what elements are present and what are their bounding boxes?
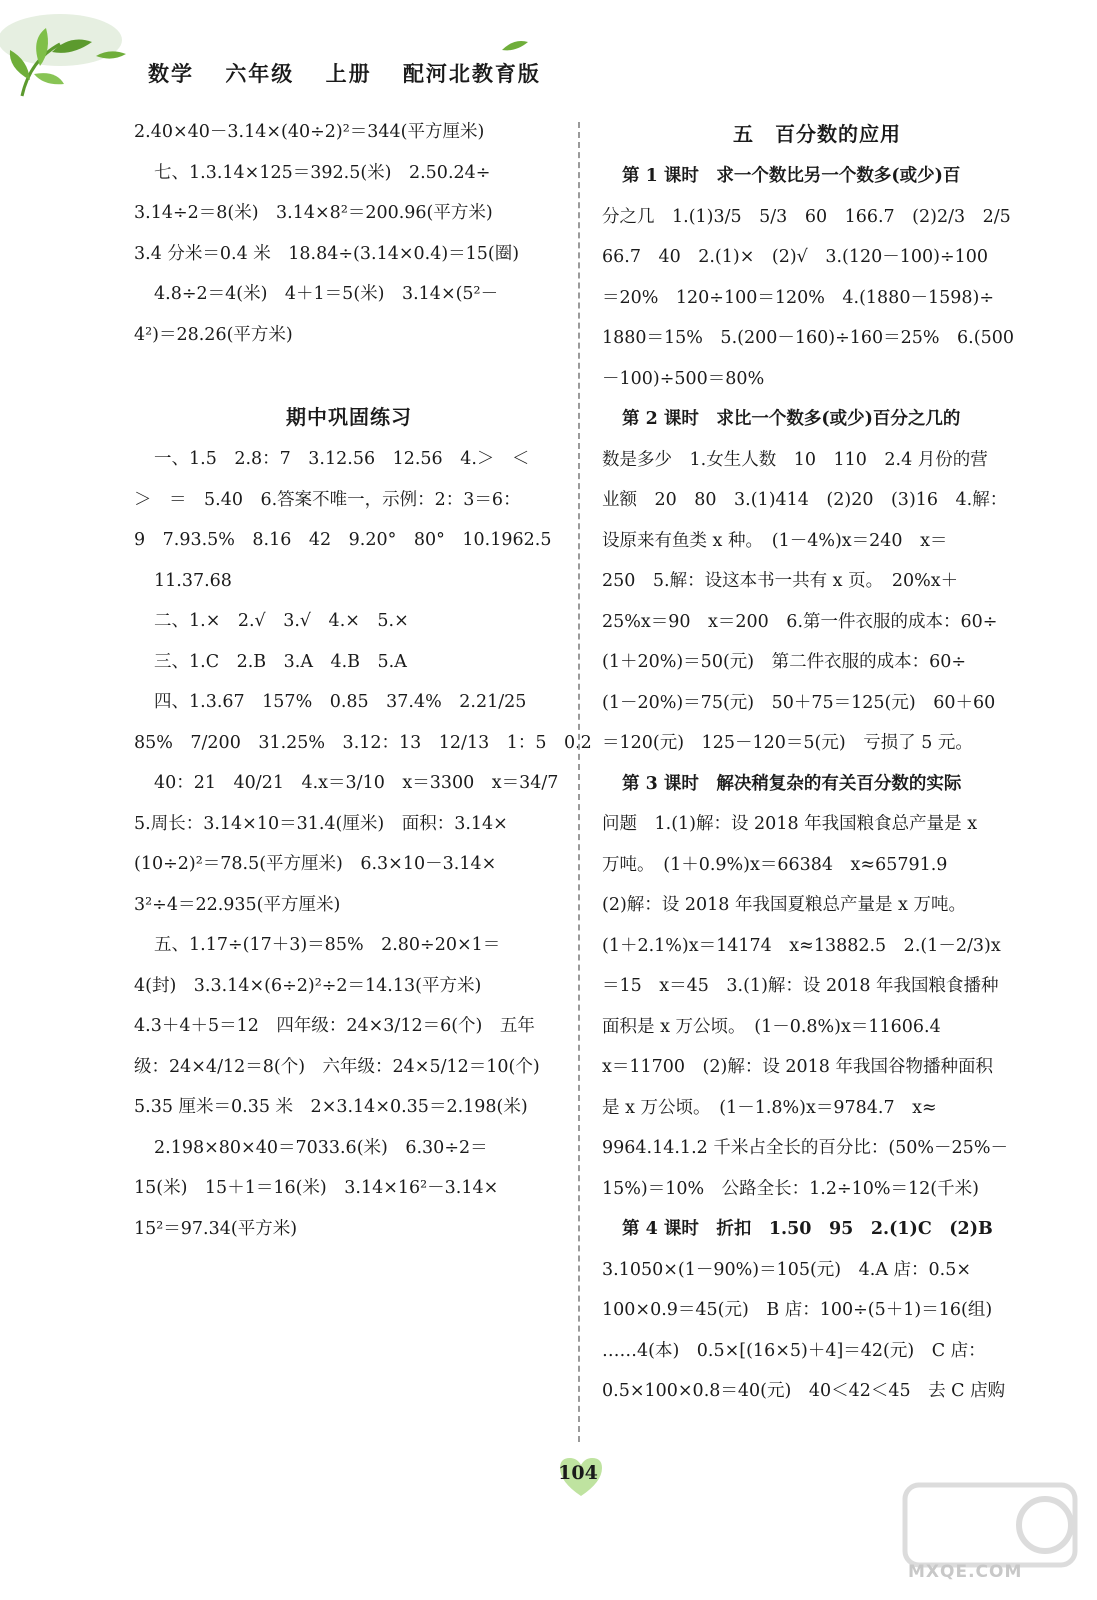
watermark-text: MXQE.COM	[908, 1562, 1023, 1582]
answer-line: 面积是 x 万公顷。 (1－0.8%)x＝11606.4	[602, 1016, 941, 1037]
answer-line: ＞ ＝ 5.40 6.答案不唯一，示例：2：3＝6：	[134, 489, 521, 510]
answer-line: 85% 7/200 31.25% 3.12：13 12/13 1：5 0.2	[134, 732, 592, 753]
answer-line: ＝20% 120÷100＝120% 4.(1880－1598)÷	[602, 287, 994, 308]
answer-line: ＝120(元) 125－120＝5(元) 亏损了 5 元。	[602, 733, 973, 753]
header-volume: 上册	[325, 61, 372, 86]
answer-line: 66.7 40 2.(1)× (2)√ 3.(120－100)÷100	[602, 247, 989, 267]
header-subject: 数学	[148, 61, 194, 86]
answer-line: (1＋20%)＝50(元) 第二件衣服的成本：60÷	[602, 652, 967, 672]
answer-line: 万吨。 (1＋0.9%)x＝66384 x≈65791.9	[602, 854, 948, 875]
answer-line: 3.14÷2＝8(米) 3.14×8²＝200.96(平方米)	[134, 203, 493, 223]
answer-line: 4(封) 3.3.14×(6÷2)²÷2＝14.13(平方米)	[134, 975, 482, 996]
answer-line: 4.3＋4＋5＝12 四年级：24×3/12＝6(个) 五年	[134, 1016, 535, 1036]
answer-line: (2)解：设 2018 年我国夏粮总产量是 x 万吨。	[602, 895, 966, 915]
answer-line: 25%x＝90 x＝200 6.第一件衣服的成本：60÷	[602, 611, 998, 632]
answer-line: (1＋2.1%)x＝14174 x≈13882.5 2.(1－2/3)x	[602, 935, 1001, 956]
answer-line: 业额 20 80 3.(1)414 (2)20 (3)16 4.解：	[602, 490, 1008, 510]
answer-line: 一、1.5 2.8：7 3.12.56 12.56 4.＞ ＜	[154, 449, 530, 469]
answer-line: 5.周长：3.14×10＝31.4(厘米) 面积：3.14×	[134, 813, 508, 834]
answer-line: 二、1.× 2.√ 3.√ 4.× 5.×	[154, 611, 409, 631]
answer-line: 2.40×40－3.14×(40÷2)²＝344(平方厘米)	[134, 122, 485, 142]
answer-line: (10÷2)²＝78.5(平方厘米) 6.3×10－3.14×	[134, 854, 497, 874]
section-title-unit: 五 百分数的应用	[733, 122, 901, 146]
small-leaf-icon	[500, 36, 530, 56]
lesson-heading: 第 1 课时 求一个数比另一个数多(或少)百	[622, 166, 961, 186]
answer-line: 设原来有鱼类 x 种。 (1－4%)x＝240 x＝	[602, 530, 948, 551]
answer-line: 3²÷4＝22.935(平方厘米)	[134, 894, 341, 915]
answer-line: 15²＝97.34(平方米)	[134, 1218, 298, 1239]
header-grade: 六年级	[225, 61, 295, 86]
answer-line: 4²)＝28.26(平方米)	[134, 324, 293, 345]
answer-line: (1－20%)＝75(元) 50＋75＝125(元) 60＋60	[602, 692, 996, 713]
column-divider	[578, 122, 580, 1442]
answer-line: 11.37.68	[154, 570, 232, 591]
answer-line: 40：21 40/21 4.x＝3/10 x＝3300 x＝34/7	[154, 773, 559, 793]
left-column	[134, 112, 592, 1249]
answer-line: 三、1.C 2.B 3.A 4.B 5.A	[154, 651, 407, 672]
header-edition: 配河北教育版	[402, 61, 541, 86]
answer-line: 4.8÷2＝4(米) 4＋1＝5(米) 3.14×(5²－	[154, 284, 499, 304]
answer-line: 3.1050×(1－90%)＝105(元) 4.A 店：0.5×	[602, 1259, 972, 1280]
answer-line: ＝15 x＝45 3.(1)解：设 2018 年我国粮食播种	[602, 976, 999, 996]
answer-line: 9 7.93.5% 8.16 42 9.20° 80° 10.1962.5	[134, 530, 552, 550]
lesson-heading: 第 4 课时 折扣 1.50 95 2.(1)C (2)B	[622, 1219, 993, 1239]
lesson-heading: 第 2 课时 求比一个数多(或少)百分之几的	[622, 409, 961, 429]
page-header	[0, 0, 560, 110]
answer-line: 是 x 万公顷。 (1－1.8%)x＝9784.7 x≈	[602, 1097, 937, 1118]
answer-line: 问题 1.(1)解：设 2018 年我国粮食总产量是 x	[602, 814, 978, 834]
answer-line: x＝11700 (2)解：设 2018 年我国谷物播种面积	[602, 1057, 993, 1077]
answer-line: 七、1.3.14×125＝392.5(米) 2.50.24÷	[154, 162, 491, 183]
section-title-midterm: 期中巩固练习	[286, 405, 412, 429]
answer-line: 9964.14.1.2 千米占全长的百分比：(50%－25%－	[602, 1138, 1008, 1158]
page-number: 104	[558, 1462, 598, 1484]
answer-line: ……4(本) 0.5×[(16×5)＋4]＝42(元) C 店：	[602, 1340, 986, 1361]
answer-line: 0.5×100×0.8＝40(元) 40＜42＜45 去 C 店购	[602, 1381, 1006, 1401]
answer-line: 四、1.3.67 157% 0.85 37.4% 2.21/25	[154, 692, 527, 712]
header-title	[148, 58, 563, 88]
leaf-decoration-icon	[0, 0, 140, 110]
right-column	[602, 112, 1032, 1412]
answer-line: 级：24×4/12＝8(个) 六年级：24×5/12＝10(个)	[134, 1056, 540, 1077]
lesson-heading: 第 3 课时 解决稍复杂的有关百分数的实际	[622, 773, 962, 794]
answer-line: 3.4 分米＝0.4 米 18.84÷(3.14×0.4)＝15(圈)	[134, 243, 520, 264]
answer-line: 5.35 厘米＝0.35 米 2×3.14×0.35＝2.198(米)	[134, 1097, 528, 1117]
answer-line: 1880＝15% 5.(200－160)÷160＝25% 6.(500	[602, 328, 1014, 348]
answer-line: 2.198×80×40＝7033.6(米) 6.30÷2＝	[154, 1137, 488, 1158]
answer-line: －100)÷500＝80%	[602, 368, 765, 389]
answer-line: 15%)＝10% 公路全长：1.2÷10%＝12(千米)	[602, 1178, 979, 1199]
answer-line: 数是多少 1.女生人数 10 110 2.4 月份的营	[602, 449, 988, 470]
answer-line: 100×0.9＝45(元) B 店：100÷(5＋1)＝16(组)	[602, 1300, 993, 1320]
answer-line: 分之几 1.(1)3/5 5/3 60 166.7 (2)2/3 2/5	[602, 206, 1011, 227]
answer-line: 15(米) 15＋1＝16(米) 3.14×16²－3.14×	[134, 1178, 499, 1198]
answer-line: 250 5.解：设这本书一共有 x 页。 20%x＋	[602, 571, 959, 591]
answer-line: 五、1.17÷(17＋3)＝85% 2.80÷20×1＝	[154, 935, 501, 955]
